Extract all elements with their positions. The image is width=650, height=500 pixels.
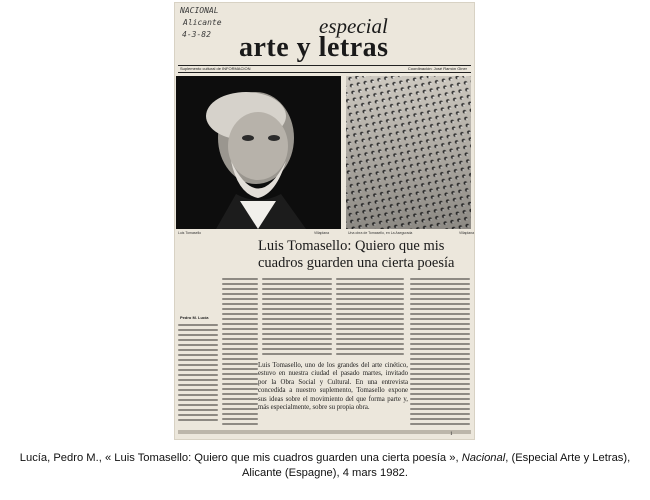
divider: [178, 72, 471, 73]
photo-credit: Villaplana: [314, 231, 330, 235]
coordination-line: Coordinación: José Ramón Giner: [407, 66, 467, 71]
article-headline: Luis Tomasello: Quiero que mis cuadros guarden una cierta poesía: [258, 238, 455, 271]
footer-bar: [178, 430, 471, 434]
masthead-especial: especial: [319, 14, 388, 38]
newspaper-clipping: [174, 2, 475, 440]
byline: Pedro M. Lucía: [180, 315, 209, 320]
citation-place-date: Alicante (Espagne), 4 mars 1982.: [241, 467, 409, 479]
text-column: [262, 278, 332, 356]
text-column: [222, 278, 258, 428]
citation: [0, 451, 650, 481]
citation-section: , (Especial Arte y Letras),: [505, 452, 631, 464]
masthead-title: arte y letras: [239, 32, 389, 63]
photo-caption: Luis Tomasello: [178, 231, 202, 235]
portrait-photo: [176, 76, 341, 229]
handwritten-note: Alicante: [183, 18, 222, 27]
artwork-credit: Villaplana: [459, 231, 475, 235]
artwork-caption: Una obra de Tomasello, en La Asegurada: [348, 231, 413, 235]
text-column: [336, 278, 404, 356]
supplement-line: Suplemento cultural de INFORMACION: [180, 66, 251, 71]
artwork-photo: [346, 76, 471, 229]
handwritten-note: NACIONAL: [180, 6, 219, 15]
text-column: [410, 278, 470, 428]
text-column: [178, 278, 218, 428]
page-number: 1: [450, 432, 453, 437]
citation-newspaper: Nacional: [461, 452, 506, 464]
citation-author: Lucía, Pedro M., « Luis Tomasello: Quiero que mis cuadros guarden una cierta poesía »,: [19, 452, 462, 464]
handwritten-note: 4-3-82: [182, 30, 211, 39]
article-lead: Luis Tomasello, uno de los grandes del arte cinético, estuvo en nuestra ciudad el pasado martes, invitado por la Obra Social y Cultural. En una entrevista concedida a nuestro suplemento, Tomasello expone sus ideas sobre el movimiento del que forma parte y, más especialmente, sobre su propia obra.: [258, 362, 408, 412]
